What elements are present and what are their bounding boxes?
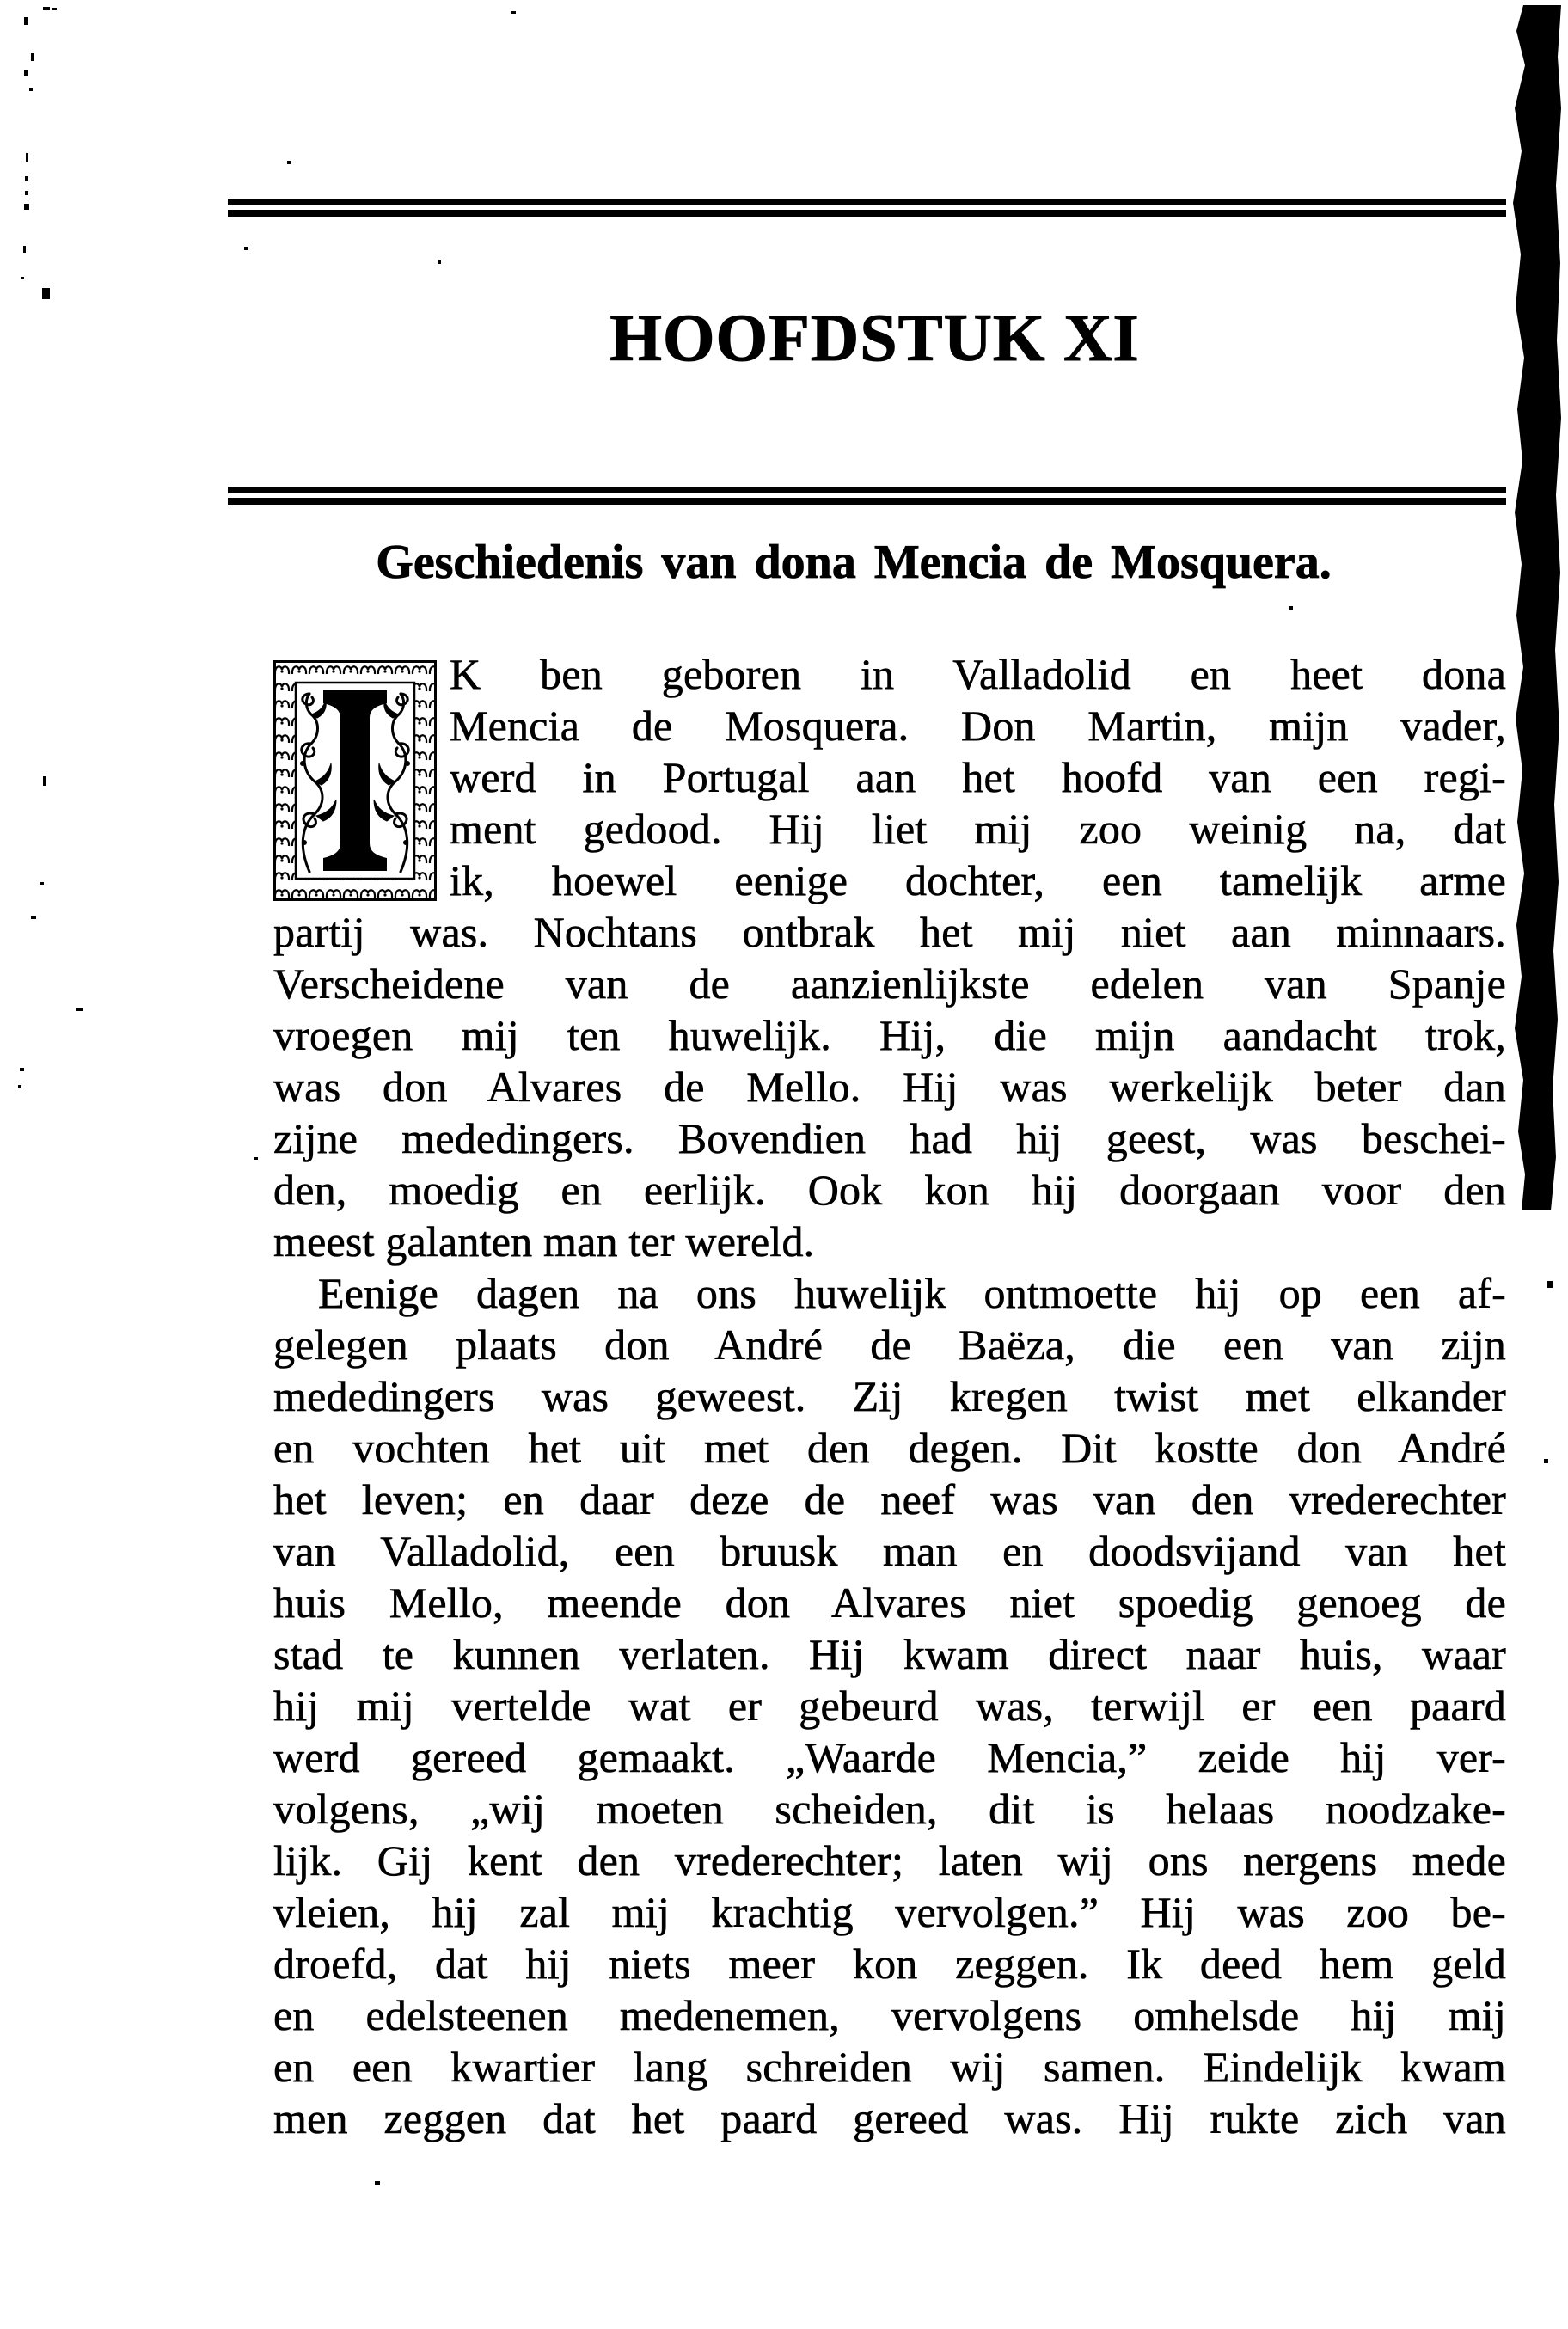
text-line: zijne mededingers. Bovendien had hij geest, was beschei- <box>273 1114 1506 1162</box>
scan-speck <box>25 176 28 181</box>
scan-speck <box>511 11 516 14</box>
text-line: was don Alvares de Mello. Hij was werkelijk beter dan <box>273 1063 1506 1111</box>
text-line: vroegen mij ten huwelijk. Hij, die mijn aandacht trok, <box>273 1011 1506 1059</box>
scan-speck <box>18 1085 21 1088</box>
text-line: ik, hoewel eenige dochter, een tamelijk arme <box>450 856 1506 904</box>
mid-double-rule-line2 <box>228 498 1506 505</box>
scan-speck <box>20 1068 24 1071</box>
text-line: Eenige dagen na ons huwelijk ontmoette hij op een af- <box>318 1269 1506 1317</box>
scan-speck <box>1544 1459 1548 1463</box>
text-line: en edelsteenen medenemen, vervolgens omhelsde hij mij <box>273 1991 1506 2039</box>
text-line: Verscheidene van de aanzienlijkste edelen van Spanje <box>273 959 1506 1008</box>
scan-speck <box>24 204 29 210</box>
text-line: mededingers was geweest. Zij kregen twist met elkander <box>273 1372 1506 1420</box>
chapter-title: HOOFDSTUK XI <box>609 300 1140 375</box>
scan-speck <box>42 288 50 299</box>
scan-speck <box>52 8 57 10</box>
paragraph-1-lines <box>273 906 1506 1216</box>
scan-speck <box>24 70 28 76</box>
text-line: vleien, hij zal mij krachtig vervolgen.” Hij was zoo be- <box>273 1888 1506 1936</box>
scan-speck <box>21 277 24 279</box>
scan-speck <box>1289 606 1293 610</box>
dropcap-wrapped-lines <box>450 648 1506 906</box>
top-double-rule-line2 <box>228 210 1506 217</box>
scan-speck <box>76 1008 83 1011</box>
text-line: meest galanten man ter wereld. <box>273 1217 815 1266</box>
paragraph-2-lines <box>273 1319 1506 2144</box>
text-line: volgens, „wij moeten scheiden, dit is helaas noodzake- <box>273 1785 1506 1833</box>
scan-speck <box>43 776 46 786</box>
text-line: het leven; en daar deze de neef was van den vrederechter <box>273 1475 1506 1523</box>
text-line: Mencia de Mosquera. Don Martin, mijn vader, <box>450 702 1506 750</box>
text-line: huis Mello, meende don Alvares niet spoedig genoeg de <box>273 1578 1506 1627</box>
scan-speck <box>23 246 26 253</box>
scan-speck <box>287 161 291 164</box>
text-line: van Valladolid, een bruusk man en doodsvijand van het <box>273 1527 1506 1575</box>
text-line: men zeggen dat het paard gereed was. Hij rukte zich van <box>273 2094 1506 2142</box>
scan-speck <box>24 17 28 25</box>
scan-speck <box>40 882 44 885</box>
text-line: hij mij vertelde wat er gebeurd was, terwijl er een paard <box>273 1682 1506 1730</box>
text-line: den, moedig en eerlijk. Ook kon hij doorgaan voor den <box>273 1166 1506 1214</box>
scan-speck <box>1547 1281 1553 1288</box>
scan-speck <box>244 247 248 250</box>
scan-speck <box>438 260 441 264</box>
mid-double-rule-line1 <box>228 487 1506 493</box>
text-line: werd in Portugal aan het hoofd van een regi- <box>450 753 1506 801</box>
scan-speck <box>31 916 36 919</box>
text-line: en vochten het uit met den degen. Dit kostte don André <box>273 1424 1506 1472</box>
text-line: partij was. Nochtans ontbrak het mij niet aan minnaars. <box>273 908 1506 956</box>
scan-speck <box>25 191 28 195</box>
text-line: lijk. Gij kent den vrederechter; laten wij ons nergens mede <box>273 1836 1506 1885</box>
scan-speck <box>31 53 34 61</box>
scan-speck <box>29 88 33 91</box>
text-line: ment gedood. Hij liet mij zoo weinig na, dat <box>450 805 1506 853</box>
scan-speck <box>26 153 28 162</box>
scan-gutter-shadow <box>1513 5 1561 1210</box>
top-double-rule-line1 <box>228 199 1506 205</box>
scan-speck <box>254 1157 258 1160</box>
text-line: en een kwartier lang schreiden wij samen. Eindelijk kwam <box>273 2043 1506 2091</box>
text-line: gelegen plaats don André de Baëza, die een van zijn <box>273 1321 1506 1369</box>
body-text <box>273 648 1506 2144</box>
scan-speck <box>43 7 50 10</box>
text-line: stad te kunnen verlaten. Hij kwam direct naar huis, waar <box>273 1630 1506 1678</box>
text-line: K ben geboren in Valladolid en heet dona <box>450 650 1506 698</box>
scan-speck <box>375 2181 380 2185</box>
text-line: droefd, dat hij niets meer kon zeggen. Ik deed hem geld <box>273 1940 1506 1988</box>
text-line: werd gereed gemaakt. „Waarde Mencia,” zeide hij ver- <box>273 1733 1506 1781</box>
section-heading: Geschiedenis van dona Mencia de Mosquera. <box>376 536 1332 589</box>
